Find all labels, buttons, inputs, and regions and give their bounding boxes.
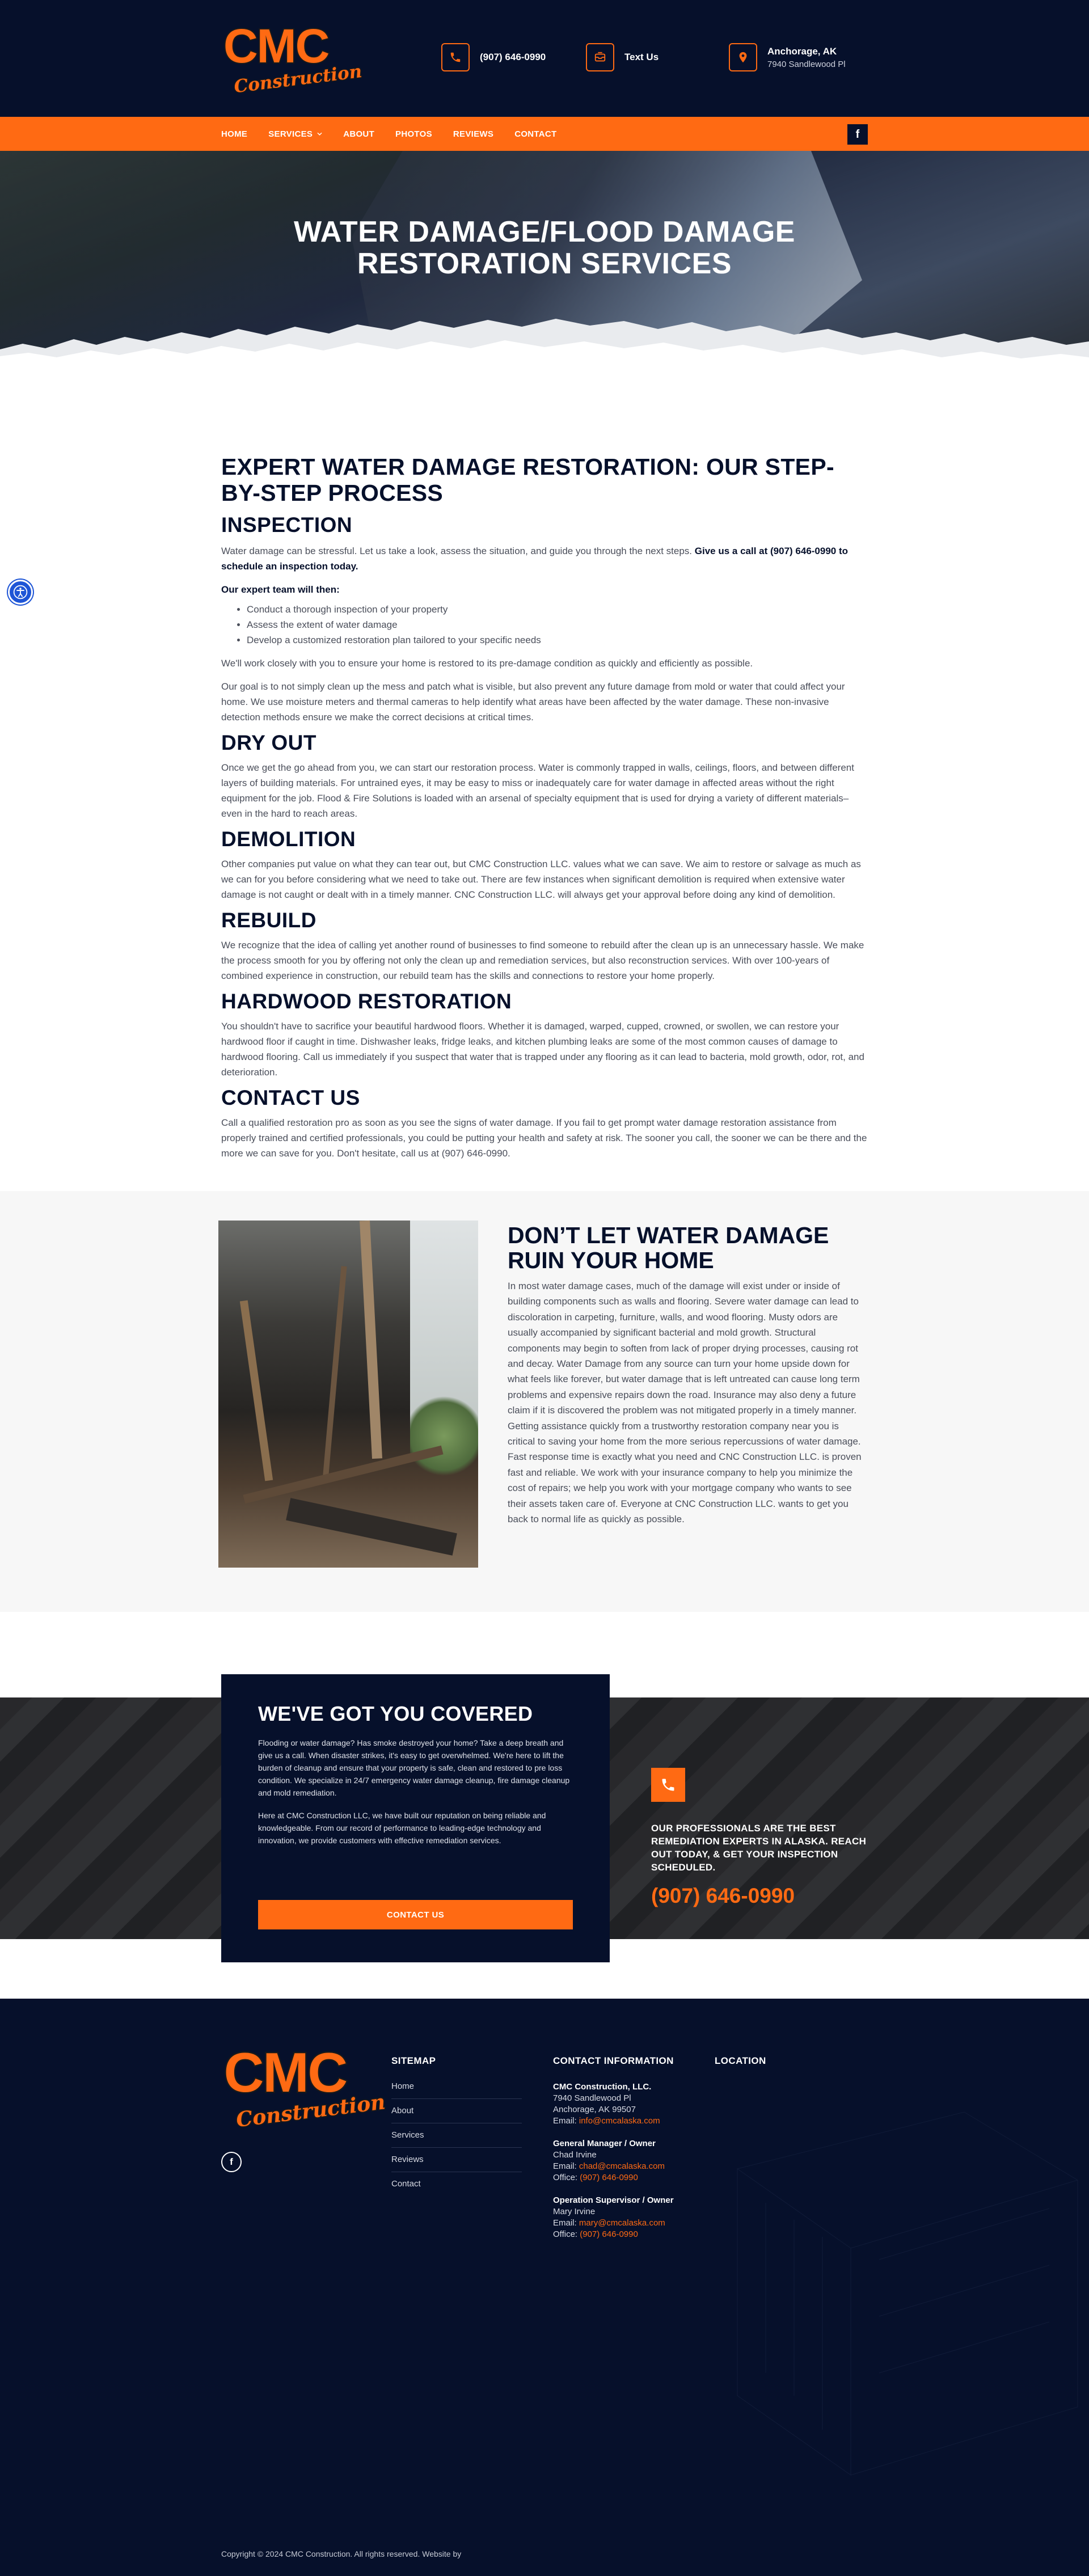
inspection-intro: Water damage can be stressful. Let us take a look, assess the situation, and guide you through the next steps. Give us a call at (907) 646-0990 to schedule an inspection today. bbox=[221, 546, 849, 572]
demolition-heading: DEMOLITION bbox=[221, 827, 356, 851]
contact-us-button[interactable]: CONTACT US bbox=[258, 1900, 573, 1929]
demolition-paragraph: Other companies put value on what they can tear out, but CMC Construction LLC. values what we can save. We aim to restore or salvage as much as we can for you before considering what we need to take out. There are few instances when significant demolition is required when extensive water damage is not caught or dealt with in a timely manner. CNC Construction LLC. will always get your approval before doing any kind of demolition. bbox=[221, 859, 861, 900]
inspection-heading: INSPECTION bbox=[221, 513, 353, 537]
header-phone[interactable] bbox=[441, 43, 546, 71]
page-title: WATER DAMAGE/FLOOD DAMAGE RESTORATION SERVICES bbox=[294, 216, 795, 280]
rebuild-heading: REBUILD bbox=[221, 909, 316, 932]
header-text-label: Text Us bbox=[624, 52, 659, 62]
facebook-icon: f bbox=[230, 2156, 233, 2167]
location-heading: LOCATION bbox=[715, 2055, 766, 2066]
damage-heading: DON’T LET WATER DAMAGE RUIN YOUR HOME bbox=[508, 1222, 829, 1273]
list-item: • Develop a customized restoration plan tailored to your specific needs bbox=[247, 632, 868, 648]
covered-heading: WE'VE GOT YOU COVERED bbox=[258, 1702, 533, 1725]
footer-link-contact[interactable]: Contact bbox=[391, 2179, 421, 2189]
hero-banner bbox=[0, 151, 1089, 366]
footer-link-about[interactable]: About bbox=[391, 2099, 522, 2123]
dryout-paragraph: Once we get the go ahead from you, we can start our restoration process. Water is commonly trapped in walls, ceilings, floors, and between different layers of building materials. For untrained eyes, it may be easy to miss or inadequately care for water damage in affected areas without the right equipment for the job. Flood & Fire Solutions is loaded with an arsenal of specialty equipment that is used for drying a variety of different materials–even in the hard to reach areas. bbox=[221, 762, 854, 819]
company-email-link[interactable]: info@cmcalaska.com bbox=[579, 2116, 660, 2126]
phone-icon bbox=[651, 1768, 685, 1802]
ops-name: Mary Irvine bbox=[553, 2207, 596, 2216]
footer-sitemap bbox=[391, 2055, 522, 2196]
torn-paper-edge bbox=[0, 304, 1089, 366]
map-pin-icon bbox=[729, 43, 757, 71]
contact-heading: CONTACT US bbox=[221, 1086, 360, 1109]
fire-damaged-house-image bbox=[218, 1221, 478, 1568]
site-footer bbox=[0, 1999, 1089, 2576]
hardwood-paragraph: You shouldn't have to sacrifice your beautiful hardwood floors. Whether it is damaged, warped, cupped, crowned, or swollen, we can restore your hardwood floor if caught in time. Dishwasher leaks, fridge leaks, and kitchen plumbing leaks are some of the most common causes of damage to hardwood flooring. Call us immediately if you suspect that water that is trapped under any flooring as it can lead to bacteria, mold growth, odor, rot, and deterioration. bbox=[221, 1021, 864, 1078]
company-street: 7940 Sandlewood Pl bbox=[553, 2093, 631, 2103]
rebuild-paragraph: We recognize that the idea of calling yet another round of businesses to find someone to rebuild after the clean up is an unnecessary hassle. We make the process smooth for you by offering not only the clean up and remediation services, but also reconstruction services. With over 100-years of combined experience in construction, our rebuild team has the skills and connections to restore your home properly. bbox=[221, 940, 864, 981]
ops-office-link[interactable]: (907) 646-0990 bbox=[580, 2229, 638, 2239]
company-email-row: Email: info@cmcalaska.com bbox=[553, 2116, 660, 2126]
footer-location bbox=[715, 2055, 766, 2067]
svg-text:Construction: Construction bbox=[234, 2089, 387, 2132]
covered-section bbox=[0, 1612, 1089, 1999]
accessibility-icon bbox=[13, 585, 28, 599]
main-nav bbox=[0, 117, 1089, 151]
damage-section bbox=[0, 1191, 1089, 1612]
facebook-icon: f bbox=[855, 128, 860, 141]
gm-email-row: Email: chad@cmcalaska.com bbox=[553, 2161, 665, 2171]
nav-item-services[interactable]: SERVICES bbox=[268, 129, 322, 139]
nav-item-home[interactable]: HOME bbox=[221, 129, 248, 139]
hardwood-heading: HARDWOOD RESTORATION bbox=[221, 990, 512, 1013]
cmc-logo[interactable] bbox=[221, 18, 364, 98]
facebook-link[interactable] bbox=[847, 124, 868, 145]
inspection-paragraph-3: Our goal is to not simply clean up the mess and patch what is visible, but also prevent any future damage from mold or water that could affect your home. We use moisture meters and thermal cameras to help identify what areas have been affected by the water damage. These non-invasive detection methods ensure we make the correct decisions at critical times. bbox=[221, 681, 845, 723]
ops-title: Operation Supervisor / Owner bbox=[553, 2195, 674, 2205]
covered-lead-text: OUR PROFESSIONALS ARE THE BEST REMEDIATION EXPERTS IN ALASKA. REACH OUT TODAY, & GET YOUR INSPECTION SCHEDULED. bbox=[651, 1823, 867, 1873]
contact-paragraph: Call a qualified restoration pro as soon as you see the signs of water damage. If you fail to get prompt water damage restoration assistance from properly trained and certified professionals, you could be putting your health and safety at risk. The sooner you call, the sooner we can be there and the more we can save for you. Don't hesitate, call us at (907) 646-0990. bbox=[221, 1117, 867, 1159]
covered-cta bbox=[651, 1768, 867, 1908]
svg-text:CMC: CMC bbox=[223, 19, 329, 73]
gm-office-row: Office: (907) 646-0990 bbox=[553, 2173, 638, 2182]
header-text-us[interactable] bbox=[586, 43, 659, 71]
gm-office-link[interactable]: (907) 646-0990 bbox=[580, 2173, 638, 2182]
header-phone-text: (907) 646-0990 bbox=[480, 52, 546, 62]
inspection-list bbox=[247, 602, 868, 648]
footer-link-reviews[interactable]: Reviews bbox=[391, 2148, 522, 2172]
svg-text:Construction: Construction bbox=[233, 61, 364, 98]
svg-text:CMC: CMC bbox=[223, 2041, 347, 2104]
gm-email-link[interactable]: chad@cmcalaska.com bbox=[579, 2161, 665, 2171]
nav-item-photos[interactable]: PHOTOS bbox=[395, 129, 432, 139]
header-location-street: 7940 Sandlewood Pl bbox=[767, 59, 846, 69]
ops-email-link[interactable]: mary@cmcalaska.com bbox=[579, 2218, 665, 2228]
covered-card bbox=[221, 1674, 610, 1962]
dryout-heading: DRY OUT bbox=[221, 731, 316, 754]
header-location-city: Anchorage, AK bbox=[767, 45, 837, 57]
gm-title: General Manager / Owner bbox=[553, 2139, 656, 2148]
nav-item-reviews[interactable]: REVIEWS bbox=[453, 129, 494, 139]
phone-icon bbox=[441, 43, 470, 71]
process-heading: EXPERT WATER DAMAGE RESTORATION: OUR STEP-BY-STEP PROCESS bbox=[221, 454, 834, 506]
covered-phone-link[interactable]: (907) 646-0990 bbox=[651, 1884, 795, 1907]
covered-paragraph-2: Here at CMC Construction LLC, we have built our reputation on being reliable and knowledgeable. From our record of performance to leading-edge technology and innovation, we provide customers with effective remediation services. bbox=[258, 1811, 546, 1845]
accessibility-button[interactable] bbox=[8, 580, 33, 605]
footer-facebook-link[interactable] bbox=[221, 2152, 242, 2172]
message-icon bbox=[586, 43, 614, 71]
list-item: • Assess the extent of water damage bbox=[247, 617, 868, 632]
inspection-paragraph-2: We'll work closely with you to ensure your home is restored to its pre-damage condition as quickly and efficiently as possible. bbox=[221, 658, 753, 669]
inspection-team-label: Our expert team will then: bbox=[221, 584, 340, 595]
footer-link-home[interactable]: Home bbox=[391, 2075, 522, 2099]
ops-office-row: Office: (907) 646-0990 bbox=[553, 2229, 638, 2239]
damage-paragraph: In most water damage cases, much of the damage will exist under or inside of building components such as walls and flooring. Severe water damage can lead to discoloration in carpeting, furniture, walls, and wood flooring. Musty odors are usually accompanied by significant bacterial and mold growth. Structural components may begin to soften from lack of proper drying processes, causing rot and decay. Water Damage from any source can turn your home upside down for what feels like forever, but water damage that is left untreated can cause long term problems and expensive repairs down the road. Insurance may also deny a future claim if it is discovered the problem was not mitigated properly in a timely manner. Getting assistance quickly from a trustworthy restoration company near you is critical to saving your home from the more serious repercussions of water damage. Fast response time is exactly what you need and CNC Construction LLC. is proven fast and reliable. We work with your insurance company to help you minimize the cost of repairs; we help you work with your mortgage company who wants to see their assets taken care of. Everyone at CNC Construction LLC. wants to get you back to normal life as quickly as possible. bbox=[508, 1281, 862, 1525]
list-item: • Conduct a thorough inspection of your property bbox=[247, 602, 868, 617]
nav-item-about[interactable]: ABOUT bbox=[343, 129, 375, 139]
covered-paragraph-1: Flooding or water damage? Has smoke destroyed your home? Take a deep breath and give us a call. When disaster strikes, it's easy to get overwhelmed. We're here to lift the burden of cleanup and ensure that your property is safe, clean and restored to pre loss condition. We specialize in 24/7 emergency water damage cleanup, fire damage cleanup and mold remediation. bbox=[258, 1738, 570, 1797]
sitemap-heading: SITEMAP bbox=[391, 2055, 436, 2066]
header-location[interactable] bbox=[729, 43, 846, 71]
footer-logo[interactable] bbox=[221, 2039, 387, 2133]
contact-info-heading: CONTACT INFORMATION bbox=[553, 2055, 674, 2066]
copyright: Copyright © 2024 CMC Construction. All rights reserved. Website by bbox=[221, 2549, 462, 2558]
ops-email-row: Email: mary@cmcalaska.com bbox=[553, 2218, 665, 2228]
nav-item-contact[interactable]: CONTACT bbox=[514, 129, 557, 139]
company-name: CMC Construction, LLC. bbox=[553, 2082, 652, 2092]
company-city: Anchorage, AK 99507 bbox=[553, 2105, 636, 2114]
top-header bbox=[0, 0, 1089, 117]
chevron-down-icon bbox=[317, 132, 322, 136]
gm-name: Chad Irvine bbox=[553, 2150, 597, 2160]
footer-link-services[interactable]: Services bbox=[391, 2123, 522, 2148]
main-content bbox=[221, 366, 868, 1161]
footer-contact-info bbox=[553, 2055, 706, 2240]
